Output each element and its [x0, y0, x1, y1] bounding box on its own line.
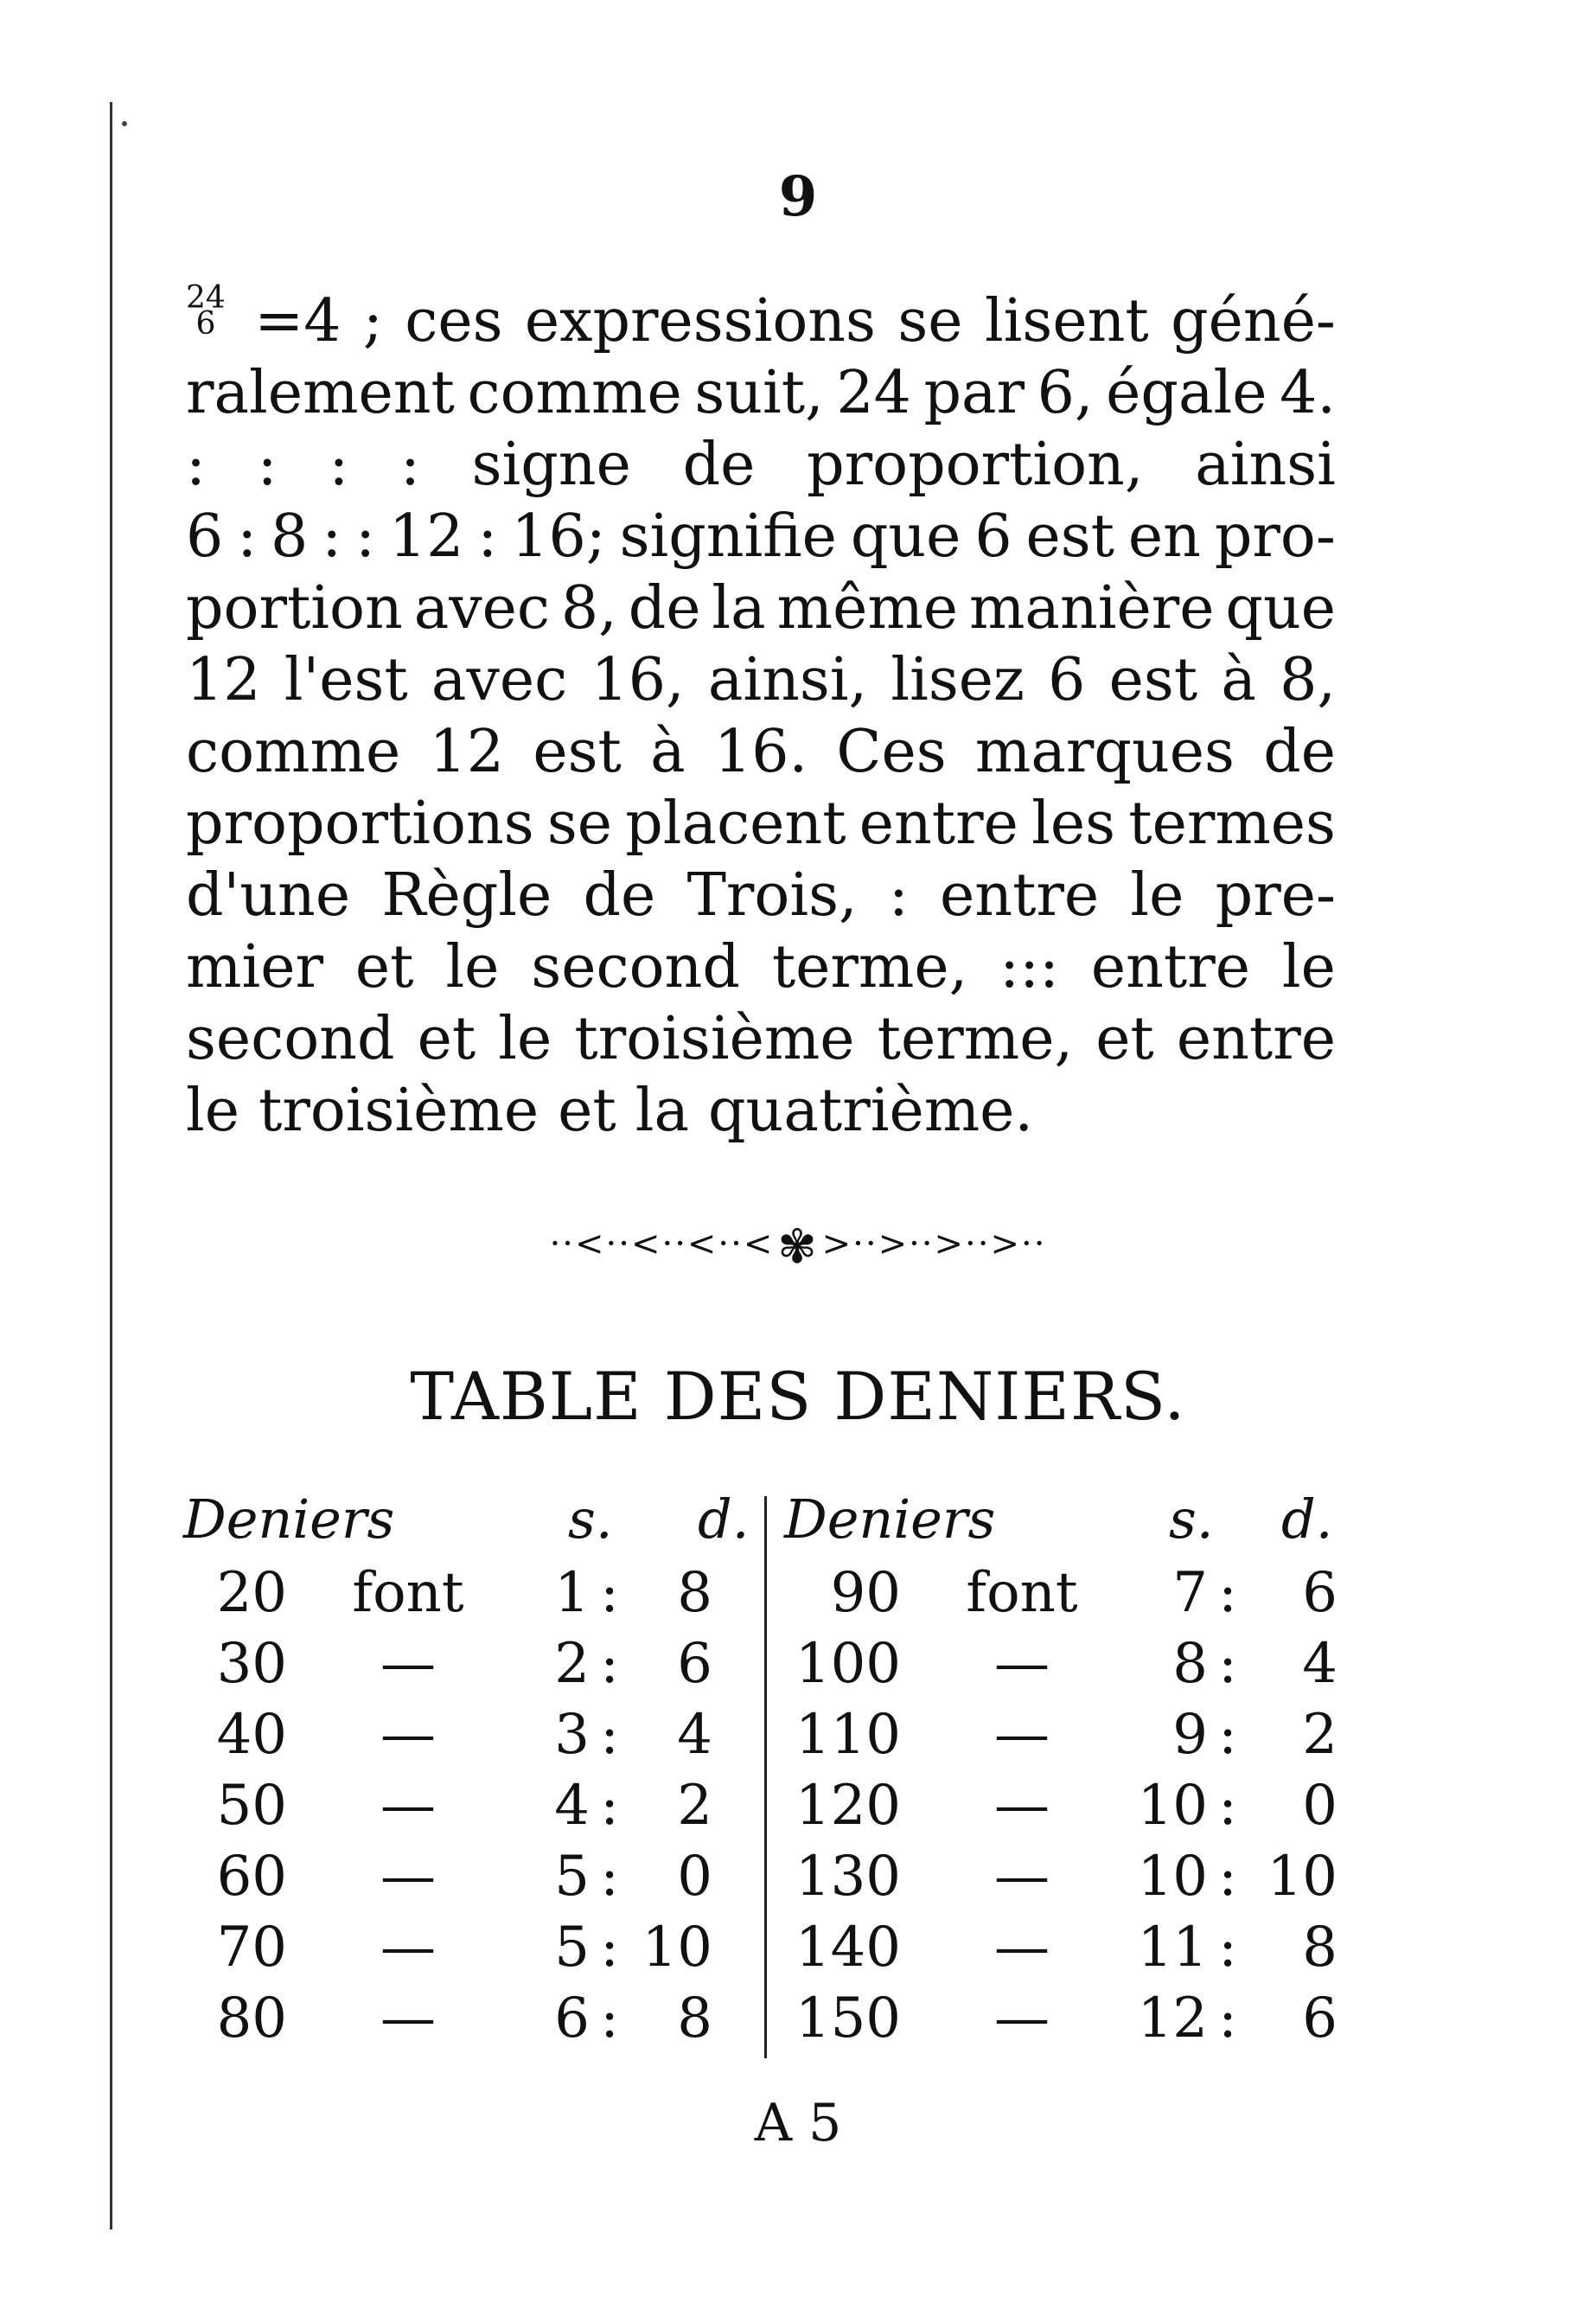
word: =4 [254, 287, 342, 355]
text-line [186, 644, 1336, 716]
word: avec [413, 574, 550, 643]
word: pre- [1215, 861, 1336, 930]
header-d: d. [698, 1487, 750, 1551]
separator-cell: — [994, 1774, 1050, 1838]
ornament-right: >··>··>··>·· [821, 1224, 1047, 1264]
deniers-cell: 120 [795, 1774, 901, 1838]
word: le [1281, 933, 1336, 1001]
word: proportions [186, 790, 534, 858]
colon-cell: : [600, 1987, 619, 2050]
table-header-right [784, 1487, 1342, 1561]
word: 8 [271, 502, 309, 571]
word: 6 [186, 502, 224, 571]
word: pro- [1214, 502, 1336, 571]
word: le [1130, 861, 1184, 930]
sous-cell: 2 [554, 1632, 590, 1696]
binding-dot [122, 121, 127, 126]
separator-cell: — [994, 1916, 1050, 1980]
table-row [183, 1774, 754, 1845]
word: termes [1128, 790, 1336, 858]
word: de [682, 431, 756, 499]
binding-edge-line [110, 102, 112, 2230]
header-deniers: Deniers [183, 1487, 395, 1551]
text-line [186, 1003, 1336, 1075]
sous-cell: 4 [554, 1774, 590, 1838]
table-header-left [183, 1487, 754, 1561]
table-row [183, 1845, 754, 1916]
word: mier [186, 933, 323, 1001]
deniers-cell: 90 [830, 1561, 901, 1625]
word: : [237, 502, 258, 571]
deniers-value-cell: 2 [1302, 1703, 1337, 1767]
fraction [186, 280, 226, 357]
word: 16, [591, 646, 685, 714]
word: ::: [999, 933, 1059, 1001]
colon-cell: : [1218, 1632, 1237, 1696]
table-title: TABLE DES DENIERS. [410, 1358, 1186, 1435]
word: proportion, [807, 431, 1144, 499]
text-line [186, 1075, 1336, 1147]
word: se [546, 790, 613, 858]
colon-cell: : [600, 1703, 619, 1767]
word: troisième [259, 1077, 539, 1145]
deniers-cell: 20 [216, 1561, 287, 1625]
separator-cell: — [994, 1632, 1050, 1696]
word: : [477, 502, 498, 571]
word: est [533, 718, 622, 786]
ornament-left: ··<··<··<··< [549, 1224, 775, 1264]
deniers-value-cell: 4 [677, 1703, 712, 1767]
word: le [498, 1005, 552, 1073]
deniers-value-cell: 8 [1302, 1916, 1337, 1980]
word: 24 [836, 359, 911, 427]
deniers-value-cell: 8 [677, 1987, 712, 2050]
table-row [784, 1916, 1342, 1987]
word: 16. [713, 718, 808, 786]
sous-cell: 11 [1137, 1916, 1208, 1980]
fraction-numerator: 24 [186, 280, 226, 316]
word: : [329, 431, 349, 499]
colon-cell: : [600, 1845, 619, 1909]
word: ; [362, 287, 383, 355]
word: la [635, 1077, 690, 1145]
sous-cell: 5 [554, 1845, 590, 1909]
text-line [186, 501, 1336, 573]
signature-mark: A 5 [754, 2093, 842, 2153]
page-number: 9 [778, 164, 818, 229]
text-line [186, 280, 1336, 357]
colon-cell: : [1218, 1845, 1237, 1909]
word: comme [467, 359, 682, 427]
deniers-cell: 60 [216, 1845, 287, 1909]
word: 4. [1280, 359, 1336, 427]
word: et [417, 1005, 476, 1073]
word: entre [1176, 1005, 1336, 1073]
table-row [183, 1561, 754, 1632]
word: terme, [771, 933, 968, 1001]
word: marques [974, 718, 1235, 786]
word: ces [405, 287, 503, 355]
text-line [186, 931, 1336, 1003]
header-d: d. [1281, 1487, 1333, 1551]
table-row [183, 1632, 754, 1703]
word: 8, [1280, 646, 1336, 714]
word: le [445, 933, 500, 1001]
text-line [186, 429, 1336, 501]
deniers-value-cell: 0 [677, 1845, 712, 1909]
deniers-value-cell: 6 [677, 1632, 712, 1696]
separator-cell: font [352, 1561, 464, 1625]
table-row [784, 1632, 1342, 1703]
word: entre [859, 790, 1018, 858]
word: manière [968, 574, 1215, 643]
word: et [354, 933, 414, 1001]
deniers-cell: 50 [216, 1774, 287, 1838]
word: : [888, 861, 909, 930]
column-divider [764, 1496, 767, 2058]
fraction-denominator: 6 [195, 306, 216, 342]
body-paragraph [186, 280, 1336, 1147]
word: lisent [984, 287, 1149, 355]
text-line [186, 573, 1336, 644]
word: Ces [836, 718, 947, 786]
word: de [1263, 718, 1336, 786]
word: lisez [891, 646, 1025, 714]
deniers-cell: 110 [795, 1703, 901, 1767]
word: portion [186, 574, 403, 643]
word: à [1221, 646, 1256, 714]
table-row [183, 1987, 754, 2057]
word: que [850, 502, 961, 571]
word: le [186, 1077, 239, 1145]
separator-cell: font [966, 1561, 1078, 1625]
sous-cell: 6 [554, 1987, 590, 2050]
colon-cell: : [600, 1916, 619, 1980]
table-row [784, 1774, 1342, 1845]
table-row [183, 1916, 754, 1987]
word: terme, [877, 1005, 1074, 1073]
deniers-value-cell: 4 [1302, 1632, 1337, 1696]
word: ainsi, [707, 646, 868, 714]
word: : [257, 431, 278, 499]
word: à [650, 718, 686, 786]
word: et [558, 1077, 616, 1145]
word: de [628, 574, 701, 643]
colon-cell: : [600, 1561, 619, 1625]
deniers-value-cell: 2 [677, 1774, 712, 1838]
deniers-table [183, 1487, 1342, 2058]
word: 8, [560, 574, 617, 643]
word: en [1127, 502, 1201, 571]
separator-cell: — [994, 1845, 1050, 1909]
word: entre [1090, 933, 1250, 1001]
word: l'est [284, 646, 408, 714]
word: la [712, 574, 766, 643]
word: est [1025, 502, 1114, 571]
table-row [784, 1845, 1342, 1916]
word: est [1108, 646, 1198, 714]
deniers-cell: 80 [216, 1987, 287, 2050]
word: placent [625, 790, 846, 858]
colon-cell: : [1218, 1916, 1237, 1980]
word: suit, [694, 359, 824, 427]
header-s: s. [568, 1487, 613, 1551]
separator-cell: — [994, 1987, 1050, 2050]
deniers-cell: 140 [795, 1916, 901, 1980]
deniers-cell: 150 [795, 1987, 901, 2050]
word: 16; [511, 502, 606, 571]
colon-cell: : [1218, 1561, 1237, 1625]
separator-cell: — [380, 1845, 436, 1909]
word: et [1095, 1005, 1154, 1073]
word: égale [1106, 359, 1267, 427]
deniers-value-cell: 8 [677, 1561, 712, 1625]
word: Règle [381, 861, 552, 930]
deniers-cell: 30 [216, 1632, 287, 1696]
separator-cell: — [994, 1703, 1050, 1767]
text-line [186, 860, 1336, 931]
header-deniers: Deniers [784, 1487, 996, 1551]
separator-cell: — [380, 1774, 436, 1838]
deniers-value-cell: 10 [1267, 1845, 1337, 1909]
deniers-value-cell: 10 [642, 1916, 712, 1980]
word: que [1225, 574, 1336, 643]
deniers-value-cell: 6 [1302, 1561, 1337, 1625]
sous-cell: 7 [1172, 1561, 1208, 1625]
separator-cell: — [380, 1987, 436, 2050]
word: par [923, 359, 1025, 427]
ornament-divider [0, 1219, 1596, 1274]
ornament-flower-icon: ✾ [777, 1219, 819, 1274]
word: signe [471, 431, 631, 499]
word: avec [431, 646, 568, 714]
colon-cell: : [600, 1774, 619, 1838]
table-column-left [183, 1487, 754, 2057]
text-line [186, 357, 1336, 429]
sous-cell: 12 [1137, 1987, 1208, 2050]
text-line [186, 716, 1336, 788]
word: 12 [186, 646, 261, 714]
word: : [355, 502, 375, 571]
word: troisième [574, 1005, 855, 1073]
word: 12 [429, 718, 505, 786]
word: ralement [186, 359, 455, 427]
table-row [784, 1561, 1342, 1632]
sous-cell: 8 [1172, 1632, 1208, 1696]
sous-cell: 10 [1137, 1774, 1208, 1838]
sous-cell: 10 [1137, 1845, 1208, 1909]
word: géné- [1171, 287, 1336, 355]
word: : [186, 431, 206, 499]
deniers-cell: 70 [216, 1916, 287, 1980]
deniers-value-cell: 6 [1302, 1987, 1337, 2050]
word: 6 [974, 502, 1012, 571]
colon-cell: : [600, 1632, 619, 1696]
separator-cell: — [380, 1632, 436, 1696]
sous-cell: 5 [554, 1916, 590, 1980]
word: second [531, 933, 740, 1001]
colon-cell: : [1218, 1703, 1237, 1767]
sous-cell: 3 [554, 1703, 590, 1767]
word: comme [186, 718, 401, 786]
deniers-cell: 130 [795, 1845, 901, 1909]
text-line [186, 788, 1336, 860]
colon-cell: : [1218, 1987, 1237, 2050]
word: entre [940, 861, 1100, 930]
separator-cell: — [380, 1703, 436, 1767]
word: second [186, 1005, 395, 1073]
word: 6 [1048, 646, 1086, 714]
word: Trois, [686, 861, 858, 930]
word: quatrième. [708, 1077, 1034, 1145]
word: : [322, 502, 342, 571]
deniers-cell: 100 [795, 1632, 901, 1696]
word: même [776, 574, 959, 643]
header-s: s. [1169, 1487, 1214, 1551]
word: d'une [186, 861, 351, 930]
table-row [784, 1987, 1342, 2057]
colon-cell: : [1218, 1774, 1237, 1838]
word: 6, [1037, 359, 1094, 427]
table-column-right [784, 1487, 1342, 2057]
word: les [1031, 790, 1116, 858]
sous-cell: 1 [554, 1561, 590, 1625]
word: 12 [388, 502, 464, 571]
word: ainsi [1195, 431, 1336, 499]
separator-cell: — [380, 1916, 436, 1980]
table-row [784, 1703, 1342, 1774]
word: de [583, 861, 656, 930]
sous-cell: 9 [1172, 1703, 1208, 1767]
word: expressions [524, 287, 876, 355]
word: signifie [619, 502, 837, 571]
word: se [897, 287, 963, 355]
deniers-cell: 40 [216, 1703, 287, 1767]
table-row [183, 1703, 754, 1774]
word: : [399, 431, 420, 499]
deniers-value-cell: 0 [1302, 1774, 1337, 1838]
